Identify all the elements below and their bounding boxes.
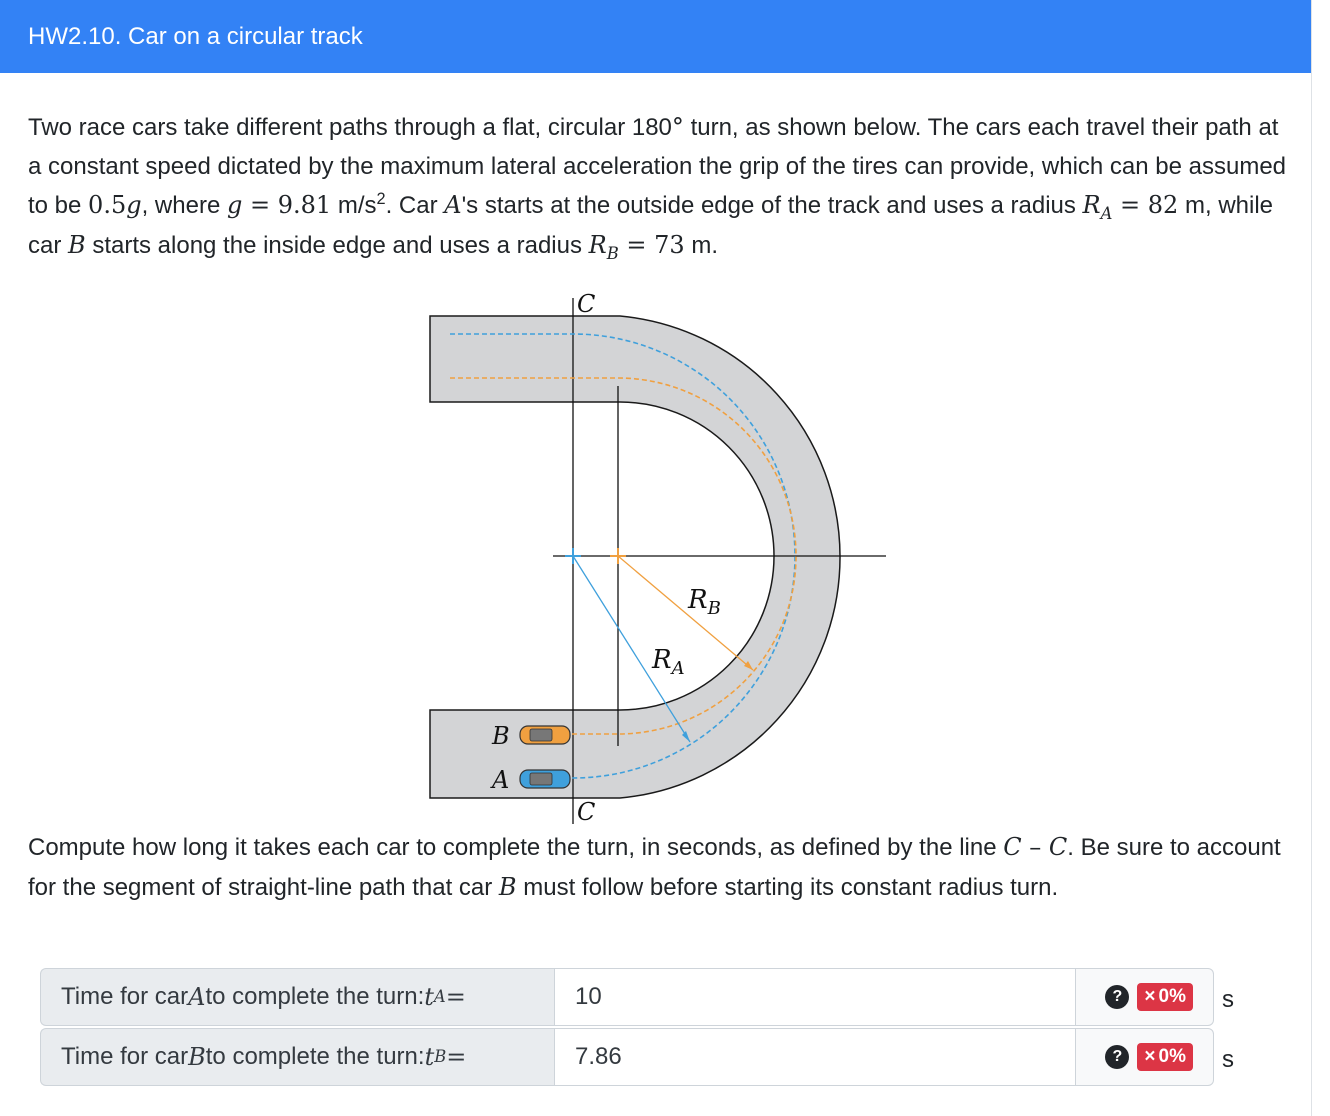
label-c-top: C xyxy=(577,290,596,318)
question-text: Compute how long it takes each car to complete the turn, in seconds, as defined by the line C – C. Be sure to account for the segment of straight-line path that car B must follow before starting its constant radius turn. xyxy=(28,833,1281,901)
answer-row-car-b xyxy=(40,1028,1214,1086)
answer-label-car-b: Time for car B to complete the turn: t B = xyxy=(40,1028,554,1086)
answer-status-car-a xyxy=(1076,968,1214,1026)
answer-label-car-a: Time for car A to complete the turn: t A = xyxy=(40,968,554,1026)
label-radius-a: $R_A$ xyxy=(652,645,685,679)
card-header xyxy=(0,0,1311,73)
label-car-b: B xyxy=(492,722,510,750)
help-icon[interactable]: ? xyxy=(1105,985,1129,1009)
label-c-bottom: C xyxy=(577,798,596,826)
car-a-icon xyxy=(520,770,570,788)
unit-car-b: s xyxy=(1222,1046,1234,1073)
help-icon[interactable]: ? xyxy=(1105,1045,1129,1069)
cross-icon: × xyxy=(1144,986,1156,1007)
radius-b-line xyxy=(618,556,753,670)
label-radius-b: $R_B$ xyxy=(688,585,721,619)
cross-icon: × xyxy=(1144,1046,1156,1067)
unit-car-a: s xyxy=(1222,986,1234,1013)
answer-input-car-b[interactable]: 7.86 xyxy=(554,1028,1076,1086)
center-b-marker xyxy=(610,548,626,564)
center-a-marker xyxy=(565,548,581,564)
problem-statement: Two race cars take different paths through a flat, circular 180° turn, as shown below. The cars each travel their path at a constant speed dictated by the maximum lateral acceleration the grip of the tires can provide, which can be assumed to be 0.5g, where g = 9.81 $m/s^2$. Car A's starts at the outside edge of the track and uses a radius $R_A = 82$ m, while car B starts along the inside edge and uses a radius $R_B = 73$ m. xyxy=(28,113,1287,263)
car-b-icon xyxy=(520,726,570,744)
track-diagram xyxy=(420,286,900,831)
answer-input-car-a[interactable]: 10 xyxy=(554,968,1076,1026)
question-title: HW2.10. Car on a circular track xyxy=(28,22,363,50)
answer-status-car-b xyxy=(1076,1028,1214,1086)
label-car-a: A xyxy=(492,766,510,794)
answer-row-car-a xyxy=(40,968,1214,1026)
score-badge: × 0% xyxy=(1137,983,1193,1011)
score-badge: × 0% xyxy=(1137,1043,1193,1071)
